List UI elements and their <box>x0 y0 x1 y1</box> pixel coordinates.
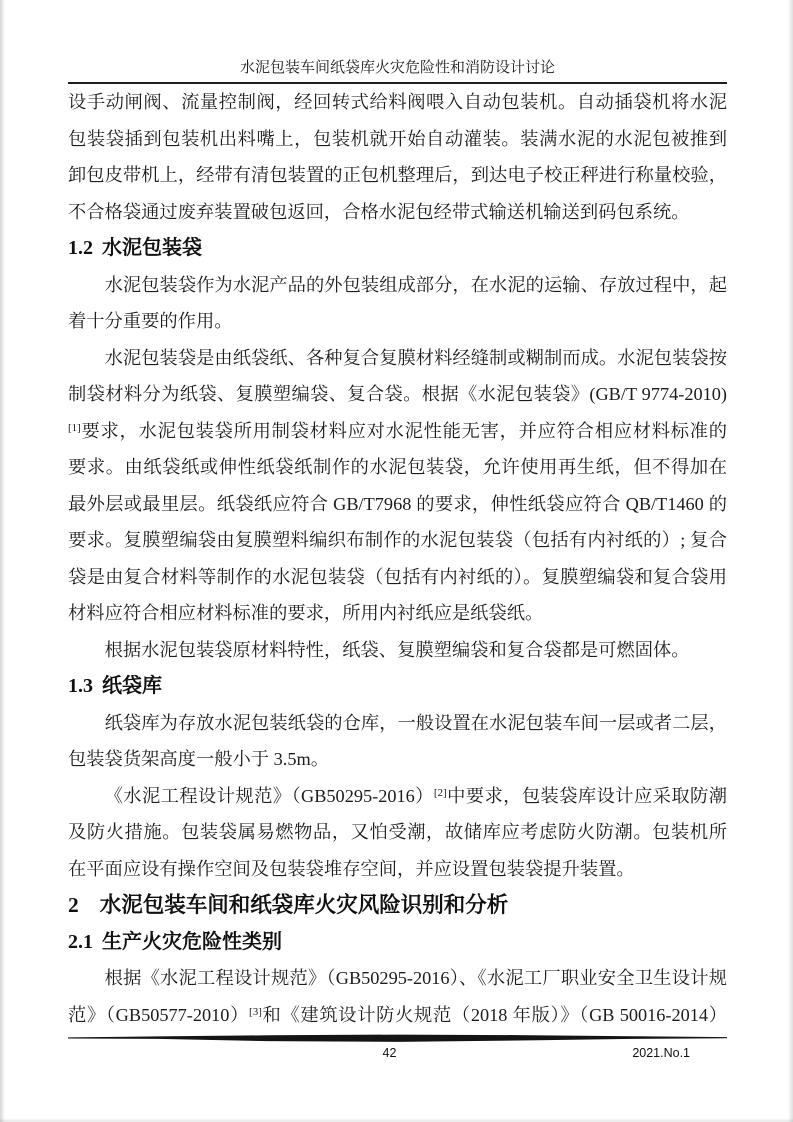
issue-label: 2021.No.1 <box>632 1046 690 1060</box>
section-heading-2 <box>68 887 727 924</box>
section-heading-1.2 <box>68 230 727 267</box>
section-heading-2.1 <box>68 924 727 961</box>
citation-marker: [2] <box>433 786 447 799</box>
heading-text: 水泥包装袋 <box>102 237 202 259</box>
text-line: 要求。复膜塑编袋由复膜塑料编织布制作的水泥包装袋（包括有内衬纸的）; 复合 <box>68 530 727 550</box>
text-line: 在平面应设有操作空间及包装袋堆存空间，并应设置包装袋提升装置。 <box>68 858 635 879</box>
heading-text: 水泥包装车间和纸袋库火灾风险识别和分析 <box>99 893 509 917</box>
heading-text: 纸袋库 <box>102 675 162 697</box>
text-line: 包装袋货架高度一般小于 3.5m。 <box>68 749 330 769</box>
scan-edge-bottom <box>0 1118 793 1122</box>
text-line: 要求。由纸袋纸或伸性纸袋纸制作的水泥包装袋，允许使用再生纸，但不得加在 <box>68 457 727 477</box>
text-line: 水泥包装袋作为水泥产品的外包装组成部分，在水泥的运输、存放过程中，起 <box>104 274 727 295</box>
text-line: 设手动闸阀、流量控制阀，经回转式给料阀喂入自动包装机。自动插袋机将水泥 <box>68 92 727 112</box>
footer-rule <box>68 1034 727 1044</box>
page-number: 42 <box>382 1046 397 1060</box>
heading-number: 1.3 <box>68 675 93 697</box>
text-line: 根据水泥包装袋原材料特性，纸袋、复膜塑编袋和复合袋都是可燃固体。 <box>104 639 690 660</box>
text-line: 不合格袋通过废弃装置破包返回，合格水泥包经带式输送机输送到码包系统。 <box>68 201 690 222</box>
heading-number: 1.2 <box>68 237 93 259</box>
text-line: 《水泥工程设计规范》（GB50295-2016）[2]中要求，包装袋库设计应采取防潮 <box>104 785 727 806</box>
document-body <box>68 84 727 1033</box>
scan-edge-right <box>788 0 793 1122</box>
text-line: 卸包皮带机上，经带有清包装置的正包机整理后，到达电子校正秤进行称量校验， <box>68 165 727 185</box>
text-line: [1]要求，水泥包装袋所用制袋材料应对水泥性能无害，并应符合相应材料标准的 <box>68 420 727 441</box>
citation-marker: [3] <box>249 1005 262 1018</box>
text-line: 根据《水泥工程设计规范》（GB50295-2016）、《水泥工厂职业安全卫生设计规 <box>104 968 727 988</box>
text-line: 纸袋库为存放水泥包装纸袋的仓库，一般设置在水泥包装车间一层或者二层， <box>104 712 727 733</box>
heading-text: 生产火灾危险性类别 <box>102 930 282 953</box>
heading-number: 2 <box>68 893 79 917</box>
section-heading-1.3 <box>68 668 727 705</box>
text-line: 包装袋插到包装机出料嘴上，包装机就开始自动灌装。装满水泥的水泥包被推到 <box>68 128 727 149</box>
text-line: 范》（GB50577-2010）[3]和《建筑设计防火规范（2018 年版）》（GB 50016-2014） <box>68 1004 727 1025</box>
text-line: 水泥包装袋是由纸袋纸、各种复合复膜材料经缝制或糊制而成。水泥包装袋按 <box>104 347 727 368</box>
text-line: 制袋材料分为纸袋、复膜塑编袋、复合袋。根据《水泥包装袋》(GB/T 9774-2010) <box>68 384 727 404</box>
running-title: 水泥包装车间纸袋库火灾危险性和消防设计讨论 <box>239 60 555 76</box>
text-line: 袋是由复合材料等制作的水泥包装袋（包括有内衬纸的）。复膜塑编袋和复合袋用 <box>68 566 727 587</box>
text-line: 及防火措施。包装袋属易燃物品，又怕受潮，故储库应考虑防火防潮。包装机所 <box>68 822 727 842</box>
footer <box>68 1044 727 1062</box>
scan-edge-left <box>0 0 5 1122</box>
text-line: 着十分重要的作用。 <box>68 311 233 331</box>
text-line: 最外层或最里层。纸袋纸应符合 GB/T7968 的要求，伸性纸袋应符合 QB/T1460 的 <box>68 493 727 514</box>
text-line: 材料应符合相应材料标准的要求，所用内衬纸应是纸袋纸。 <box>68 603 544 623</box>
heading-number: 2.1 <box>68 930 93 953</box>
citation-marker: [1] <box>68 421 81 434</box>
